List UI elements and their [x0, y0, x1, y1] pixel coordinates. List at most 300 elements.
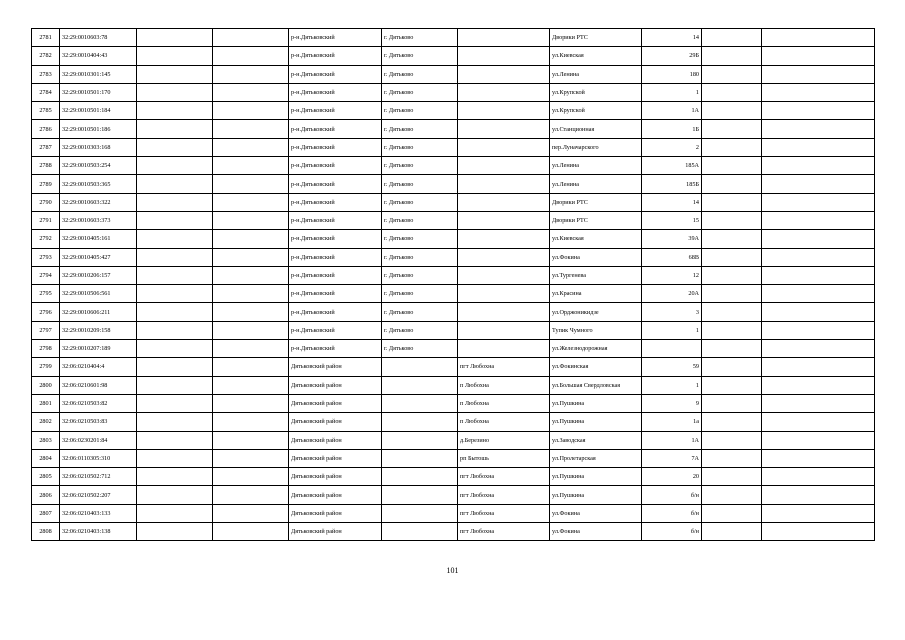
table-row	[32, 193, 875, 211]
empty-cell	[762, 340, 875, 358]
cadastral-number-cell: 32:29:0010404:43	[60, 47, 137, 65]
empty-cell	[762, 248, 875, 266]
empty-cell	[137, 83, 213, 101]
table-row	[32, 413, 875, 431]
house-number-cell: 20А	[642, 285, 702, 303]
empty-cell	[702, 47, 762, 65]
empty-cell	[137, 157, 213, 175]
empty-cell	[137, 175, 213, 193]
empty-cell	[137, 504, 213, 522]
settlement-cell	[458, 83, 550, 101]
empty-cell	[137, 230, 213, 248]
empty-cell	[702, 413, 762, 431]
city-cell: г. Дятьково	[382, 193, 458, 211]
table-row	[32, 358, 875, 376]
settlement-cell	[458, 266, 550, 284]
district-cell: Дятьковский район	[289, 394, 382, 412]
empty-cell	[702, 340, 762, 358]
cadastral-number-cell: 32:06:0110305:310	[60, 449, 137, 467]
street-cell: Дворики РТС	[550, 193, 642, 211]
district-cell: р-н.Дятьковский	[289, 175, 382, 193]
empty-cell	[702, 211, 762, 229]
table-row	[32, 321, 875, 339]
house-number-cell: б/н	[642, 486, 702, 504]
street-cell: пер.Луначарского	[550, 138, 642, 156]
cadastral-number-cell: 32:29:0010501:184	[60, 102, 137, 120]
empty-cell	[137, 486, 213, 504]
table-row	[32, 230, 875, 248]
empty-cell	[702, 248, 762, 266]
cadastral-number-cell: 32:29:0010207:189	[60, 340, 137, 358]
row-number-cell: 2791	[32, 211, 60, 229]
settlement-cell: пгт Любохна	[458, 504, 550, 522]
empty-cell	[762, 47, 875, 65]
city-cell: г. Дятьково	[382, 211, 458, 229]
empty-cell	[762, 29, 875, 47]
cadastral-number-cell: 32:06:0210503:83	[60, 413, 137, 431]
house-number-cell: 12	[642, 266, 702, 284]
district-cell: р-н.Дятьковский	[289, 29, 382, 47]
empty-cell	[762, 230, 875, 248]
district-cell: р-н.Дятьковский	[289, 102, 382, 120]
empty-cell	[137, 523, 213, 541]
cadastral-number-cell: 32:29:0010603:322	[60, 193, 137, 211]
house-number-cell: 29Б	[642, 47, 702, 65]
house-number-cell: 1	[642, 321, 702, 339]
district-cell: р-н.Дятьковский	[289, 303, 382, 321]
table-row	[32, 157, 875, 175]
house-number-cell: б/н	[642, 504, 702, 522]
city-cell	[382, 413, 458, 431]
row-number-cell: 2787	[32, 138, 60, 156]
settlement-cell	[458, 211, 550, 229]
district-cell: р-н.Дятьковский	[289, 340, 382, 358]
settlement-cell	[458, 230, 550, 248]
district-cell: Дятьковский район	[289, 504, 382, 522]
empty-cell	[137, 120, 213, 138]
table-row	[32, 65, 875, 83]
district-cell: Дятьковский район	[289, 431, 382, 449]
empty-cell	[762, 102, 875, 120]
table-row	[32, 29, 875, 47]
city-cell: г. Дятьково	[382, 303, 458, 321]
empty-cell	[213, 303, 289, 321]
street-cell: ул.Пушкина	[550, 468, 642, 486]
settlement-cell: д.Березино	[458, 431, 550, 449]
empty-cell	[762, 285, 875, 303]
empty-cell	[702, 83, 762, 101]
city-cell: г. Дятьково	[382, 138, 458, 156]
table-row	[32, 523, 875, 541]
empty-cell	[137, 211, 213, 229]
cadastral-number-cell: 32:29:0010501:170	[60, 83, 137, 101]
row-number-cell: 2799	[32, 358, 60, 376]
street-cell: ул.Пушкина	[550, 394, 642, 412]
district-cell: Дятьковский район	[289, 358, 382, 376]
registry-table	[31, 28, 875, 541]
settlement-cell	[458, 120, 550, 138]
street-cell: ул.Фокина	[550, 504, 642, 522]
empty-cell	[213, 29, 289, 47]
cadastral-number-cell: 32:29:0010405:161	[60, 230, 137, 248]
empty-cell	[702, 504, 762, 522]
settlement-cell	[458, 47, 550, 65]
row-number-cell: 2804	[32, 449, 60, 467]
empty-cell	[762, 175, 875, 193]
cadastral-number-cell: 32:06:0210502:712	[60, 468, 137, 486]
district-cell: р-н.Дятьковский	[289, 157, 382, 175]
settlement-cell	[458, 303, 550, 321]
empty-cell	[702, 431, 762, 449]
city-cell: г. Дятьково	[382, 285, 458, 303]
row-number-cell: 2808	[32, 523, 60, 541]
cadastral-number-cell: 32:06:0230201:84	[60, 431, 137, 449]
house-number-cell: 1А	[642, 102, 702, 120]
table-row	[32, 266, 875, 284]
house-number-cell: 1	[642, 83, 702, 101]
empty-cell	[213, 157, 289, 175]
row-number-cell: 2790	[32, 193, 60, 211]
empty-cell	[137, 29, 213, 47]
district-cell: р-н.Дятьковский	[289, 285, 382, 303]
settlement-cell: пгт Любохна	[458, 486, 550, 504]
city-cell: г. Дятьково	[382, 321, 458, 339]
row-number-cell: 2785	[32, 102, 60, 120]
city-cell	[382, 358, 458, 376]
empty-cell	[762, 303, 875, 321]
street-cell: ул.Киевская	[550, 47, 642, 65]
street-cell: ул.Красина	[550, 285, 642, 303]
district-cell: р-н.Дятьковский	[289, 65, 382, 83]
empty-cell	[762, 193, 875, 211]
table-row	[32, 449, 875, 467]
empty-cell	[213, 413, 289, 431]
city-cell	[382, 449, 458, 467]
city-cell	[382, 394, 458, 412]
empty-cell	[213, 248, 289, 266]
street-cell: ул.Ленина	[550, 175, 642, 193]
city-cell	[382, 486, 458, 504]
table-row	[32, 431, 875, 449]
empty-cell	[213, 266, 289, 284]
empty-cell	[762, 394, 875, 412]
empty-cell	[762, 321, 875, 339]
empty-cell	[213, 358, 289, 376]
empty-cell	[137, 431, 213, 449]
district-cell: Дятьковский район	[289, 376, 382, 394]
empty-cell	[137, 376, 213, 394]
row-number-cell: 2783	[32, 65, 60, 83]
house-number-cell: 185Б	[642, 175, 702, 193]
empty-cell	[137, 340, 213, 358]
city-cell: г. Дятьково	[382, 230, 458, 248]
empty-cell	[762, 157, 875, 175]
house-number-cell: 7А	[642, 449, 702, 467]
cadastral-number-cell: 32:29:0010603:373	[60, 211, 137, 229]
table-row	[32, 138, 875, 156]
row-number-cell: 2782	[32, 47, 60, 65]
cadastral-number-cell: 32:29:0010503:254	[60, 157, 137, 175]
city-cell	[382, 431, 458, 449]
row-number-cell: 2798	[32, 340, 60, 358]
empty-cell	[702, 120, 762, 138]
district-cell: р-н.Дятьковский	[289, 138, 382, 156]
house-number-cell: 14	[642, 193, 702, 211]
city-cell	[382, 504, 458, 522]
empty-cell	[213, 230, 289, 248]
cadastral-number-cell: 32:06:0210601:98	[60, 376, 137, 394]
street-cell: ул.Ленина	[550, 65, 642, 83]
house-number-cell: 9	[642, 394, 702, 412]
empty-cell	[213, 449, 289, 467]
empty-cell	[137, 394, 213, 412]
table-row	[32, 504, 875, 522]
house-number-cell: 180	[642, 65, 702, 83]
empty-cell	[213, 65, 289, 83]
street-cell: ул.Пушкина	[550, 413, 642, 431]
empty-cell	[702, 468, 762, 486]
empty-cell	[137, 47, 213, 65]
house-number-cell: 1а	[642, 413, 702, 431]
city-cell: г. Дятьково	[382, 175, 458, 193]
settlement-cell: п Любохна	[458, 376, 550, 394]
empty-cell	[213, 431, 289, 449]
city-cell: г. Дятьково	[382, 102, 458, 120]
empty-cell	[702, 523, 762, 541]
empty-cell	[762, 120, 875, 138]
row-number-cell: 2806	[32, 486, 60, 504]
empty-cell	[213, 211, 289, 229]
empty-cell	[137, 358, 213, 376]
settlement-cell: пгт Любохна	[458, 358, 550, 376]
empty-cell	[213, 376, 289, 394]
settlement-cell	[458, 65, 550, 83]
cadastral-number-cell: 32:06:0210503:82	[60, 394, 137, 412]
empty-cell	[137, 65, 213, 83]
street-cell: ул.Станционная	[550, 120, 642, 138]
table-row	[32, 211, 875, 229]
table-row	[32, 120, 875, 138]
empty-cell	[137, 138, 213, 156]
table-row	[32, 83, 875, 101]
house-number-cell: 14	[642, 29, 702, 47]
empty-cell	[213, 523, 289, 541]
empty-cell	[702, 157, 762, 175]
empty-cell	[762, 138, 875, 156]
settlement-cell: п Любохна	[458, 413, 550, 431]
street-cell: ул.Заводская	[550, 431, 642, 449]
empty-cell	[702, 394, 762, 412]
empty-cell	[762, 486, 875, 504]
house-number-cell: 2	[642, 138, 702, 156]
empty-cell	[762, 83, 875, 101]
city-cell: г. Дятьково	[382, 266, 458, 284]
empty-cell	[213, 394, 289, 412]
empty-cell	[213, 47, 289, 65]
cadastral-number-cell: 32:29:0010209:158	[60, 321, 137, 339]
settlement-cell: пгт Любохна	[458, 468, 550, 486]
cadastral-number-cell: 32:29:0010303:168	[60, 138, 137, 156]
table-row	[32, 285, 875, 303]
table-row	[32, 248, 875, 266]
empty-cell	[137, 193, 213, 211]
cadastral-number-cell: 32:29:0010301:145	[60, 65, 137, 83]
row-number-cell: 2807	[32, 504, 60, 522]
empty-cell	[213, 486, 289, 504]
cadastral-number-cell: 32:06:0210403:133	[60, 504, 137, 522]
house-number-cell: 1Б	[642, 120, 702, 138]
row-number-cell: 2802	[32, 413, 60, 431]
empty-cell	[213, 468, 289, 486]
empty-cell	[762, 449, 875, 467]
row-number-cell: 2784	[32, 83, 60, 101]
row-number-cell: 2792	[32, 230, 60, 248]
district-cell: р-н.Дятьковский	[289, 266, 382, 284]
empty-cell	[702, 29, 762, 47]
row-number-cell: 2797	[32, 321, 60, 339]
district-cell: Дятьковский район	[289, 449, 382, 467]
empty-cell	[137, 468, 213, 486]
city-cell: г. Дятьково	[382, 120, 458, 138]
district-cell: Дятьковский район	[289, 486, 382, 504]
street-cell: ул.Ленина	[550, 157, 642, 175]
city-cell	[382, 523, 458, 541]
district-cell: р-н.Дятьковский	[289, 83, 382, 101]
house-number-cell: 15	[642, 211, 702, 229]
house-number-cell: б/н	[642, 523, 702, 541]
cadastral-number-cell: 32:29:0010501:186	[60, 120, 137, 138]
empty-cell	[762, 468, 875, 486]
settlement-cell	[458, 138, 550, 156]
cadastral-number-cell: 32:06:0210403:138	[60, 523, 137, 541]
empty-cell	[762, 523, 875, 541]
empty-cell	[213, 504, 289, 522]
table-row	[32, 468, 875, 486]
district-cell: Дятьковский район	[289, 523, 382, 541]
row-number-cell: 2800	[32, 376, 60, 394]
street-cell: Дворики РТС	[550, 211, 642, 229]
row-number-cell: 2794	[32, 266, 60, 284]
city-cell: г. Дятьково	[382, 29, 458, 47]
empty-cell	[137, 321, 213, 339]
street-cell: ул.Крупской	[550, 83, 642, 101]
street-cell: Дворики РТС	[550, 29, 642, 47]
street-cell: ул.Фокина	[550, 248, 642, 266]
empty-cell	[137, 303, 213, 321]
cadastral-number-cell: 32:29:0010206:157	[60, 266, 137, 284]
empty-cell	[702, 449, 762, 467]
empty-cell	[213, 340, 289, 358]
empty-cell	[762, 376, 875, 394]
page-number: 101	[446, 566, 459, 575]
street-cell: ул.Пушкина	[550, 486, 642, 504]
house-number-cell: 3	[642, 303, 702, 321]
settlement-cell: п Любохна	[458, 394, 550, 412]
empty-cell	[213, 83, 289, 101]
empty-cell	[702, 193, 762, 211]
table-row	[32, 340, 875, 358]
settlement-cell	[458, 193, 550, 211]
settlement-cell	[458, 340, 550, 358]
cadastral-number-cell: 32:06:0210404:4	[60, 358, 137, 376]
street-cell: ул.Орджоникидзе	[550, 303, 642, 321]
empty-cell	[702, 285, 762, 303]
settlement-cell	[458, 248, 550, 266]
settlement-cell	[458, 321, 550, 339]
city-cell: г. Дятьково	[382, 83, 458, 101]
empty-cell	[213, 102, 289, 120]
row-number-cell: 2789	[32, 175, 60, 193]
row-number-cell: 2793	[32, 248, 60, 266]
street-cell: ул.Железнодорожная	[550, 340, 642, 358]
house-number-cell: 185А	[642, 157, 702, 175]
settlement-cell: пгт Любохна	[458, 523, 550, 541]
street-cell: ул.Пролетарская	[550, 449, 642, 467]
empty-cell	[702, 102, 762, 120]
empty-cell	[702, 138, 762, 156]
street-cell: ул.Большая Свердловская	[550, 376, 642, 394]
street-cell: ул.Тургенева	[550, 266, 642, 284]
empty-cell	[213, 193, 289, 211]
cadastral-number-cell: 32:29:0010603:78	[60, 29, 137, 47]
empty-cell	[213, 138, 289, 156]
empty-cell	[762, 266, 875, 284]
empty-cell	[137, 248, 213, 266]
empty-cell	[702, 266, 762, 284]
city-cell	[382, 376, 458, 394]
table-row	[32, 303, 875, 321]
row-number-cell: 2795	[32, 285, 60, 303]
cadastral-number-cell: 32:29:0010503:365	[60, 175, 137, 193]
city-cell: г. Дятьково	[382, 47, 458, 65]
empty-cell	[213, 285, 289, 303]
empty-cell	[702, 65, 762, 83]
cadastral-number-cell: 32:29:0010405:427	[60, 248, 137, 266]
empty-cell	[762, 65, 875, 83]
row-number-cell: 2803	[32, 431, 60, 449]
settlement-cell	[458, 175, 550, 193]
table-row	[32, 486, 875, 504]
empty-cell	[213, 120, 289, 138]
city-cell: г. Дятьково	[382, 248, 458, 266]
city-cell: г. Дятьково	[382, 157, 458, 175]
district-cell: Дятьковский район	[289, 413, 382, 431]
district-cell: р-н.Дятьковский	[289, 47, 382, 65]
empty-cell	[137, 285, 213, 303]
empty-cell	[137, 102, 213, 120]
cadastral-number-cell: 32:29:0010606:211	[60, 303, 137, 321]
table-row	[32, 394, 875, 412]
district-cell: Дятьковский район	[289, 468, 382, 486]
row-number-cell: 2805	[32, 468, 60, 486]
house-number-cell: 39А	[642, 230, 702, 248]
empty-cell	[213, 321, 289, 339]
street-cell: ул.Фокинская	[550, 358, 642, 376]
table-row	[32, 47, 875, 65]
cadastral-number-cell: 32:29:0010506:561	[60, 285, 137, 303]
district-cell: р-н.Дятьковский	[289, 211, 382, 229]
settlement-cell	[458, 102, 550, 120]
row-number-cell: 2796	[32, 303, 60, 321]
table-row	[32, 376, 875, 394]
cadastral-number-cell: 32:06:0210502:207	[60, 486, 137, 504]
settlement-cell	[458, 157, 550, 175]
empty-cell	[702, 358, 762, 376]
district-cell: р-н.Дятьковский	[289, 120, 382, 138]
empty-cell	[762, 431, 875, 449]
empty-cell	[702, 376, 762, 394]
empty-cell	[702, 175, 762, 193]
